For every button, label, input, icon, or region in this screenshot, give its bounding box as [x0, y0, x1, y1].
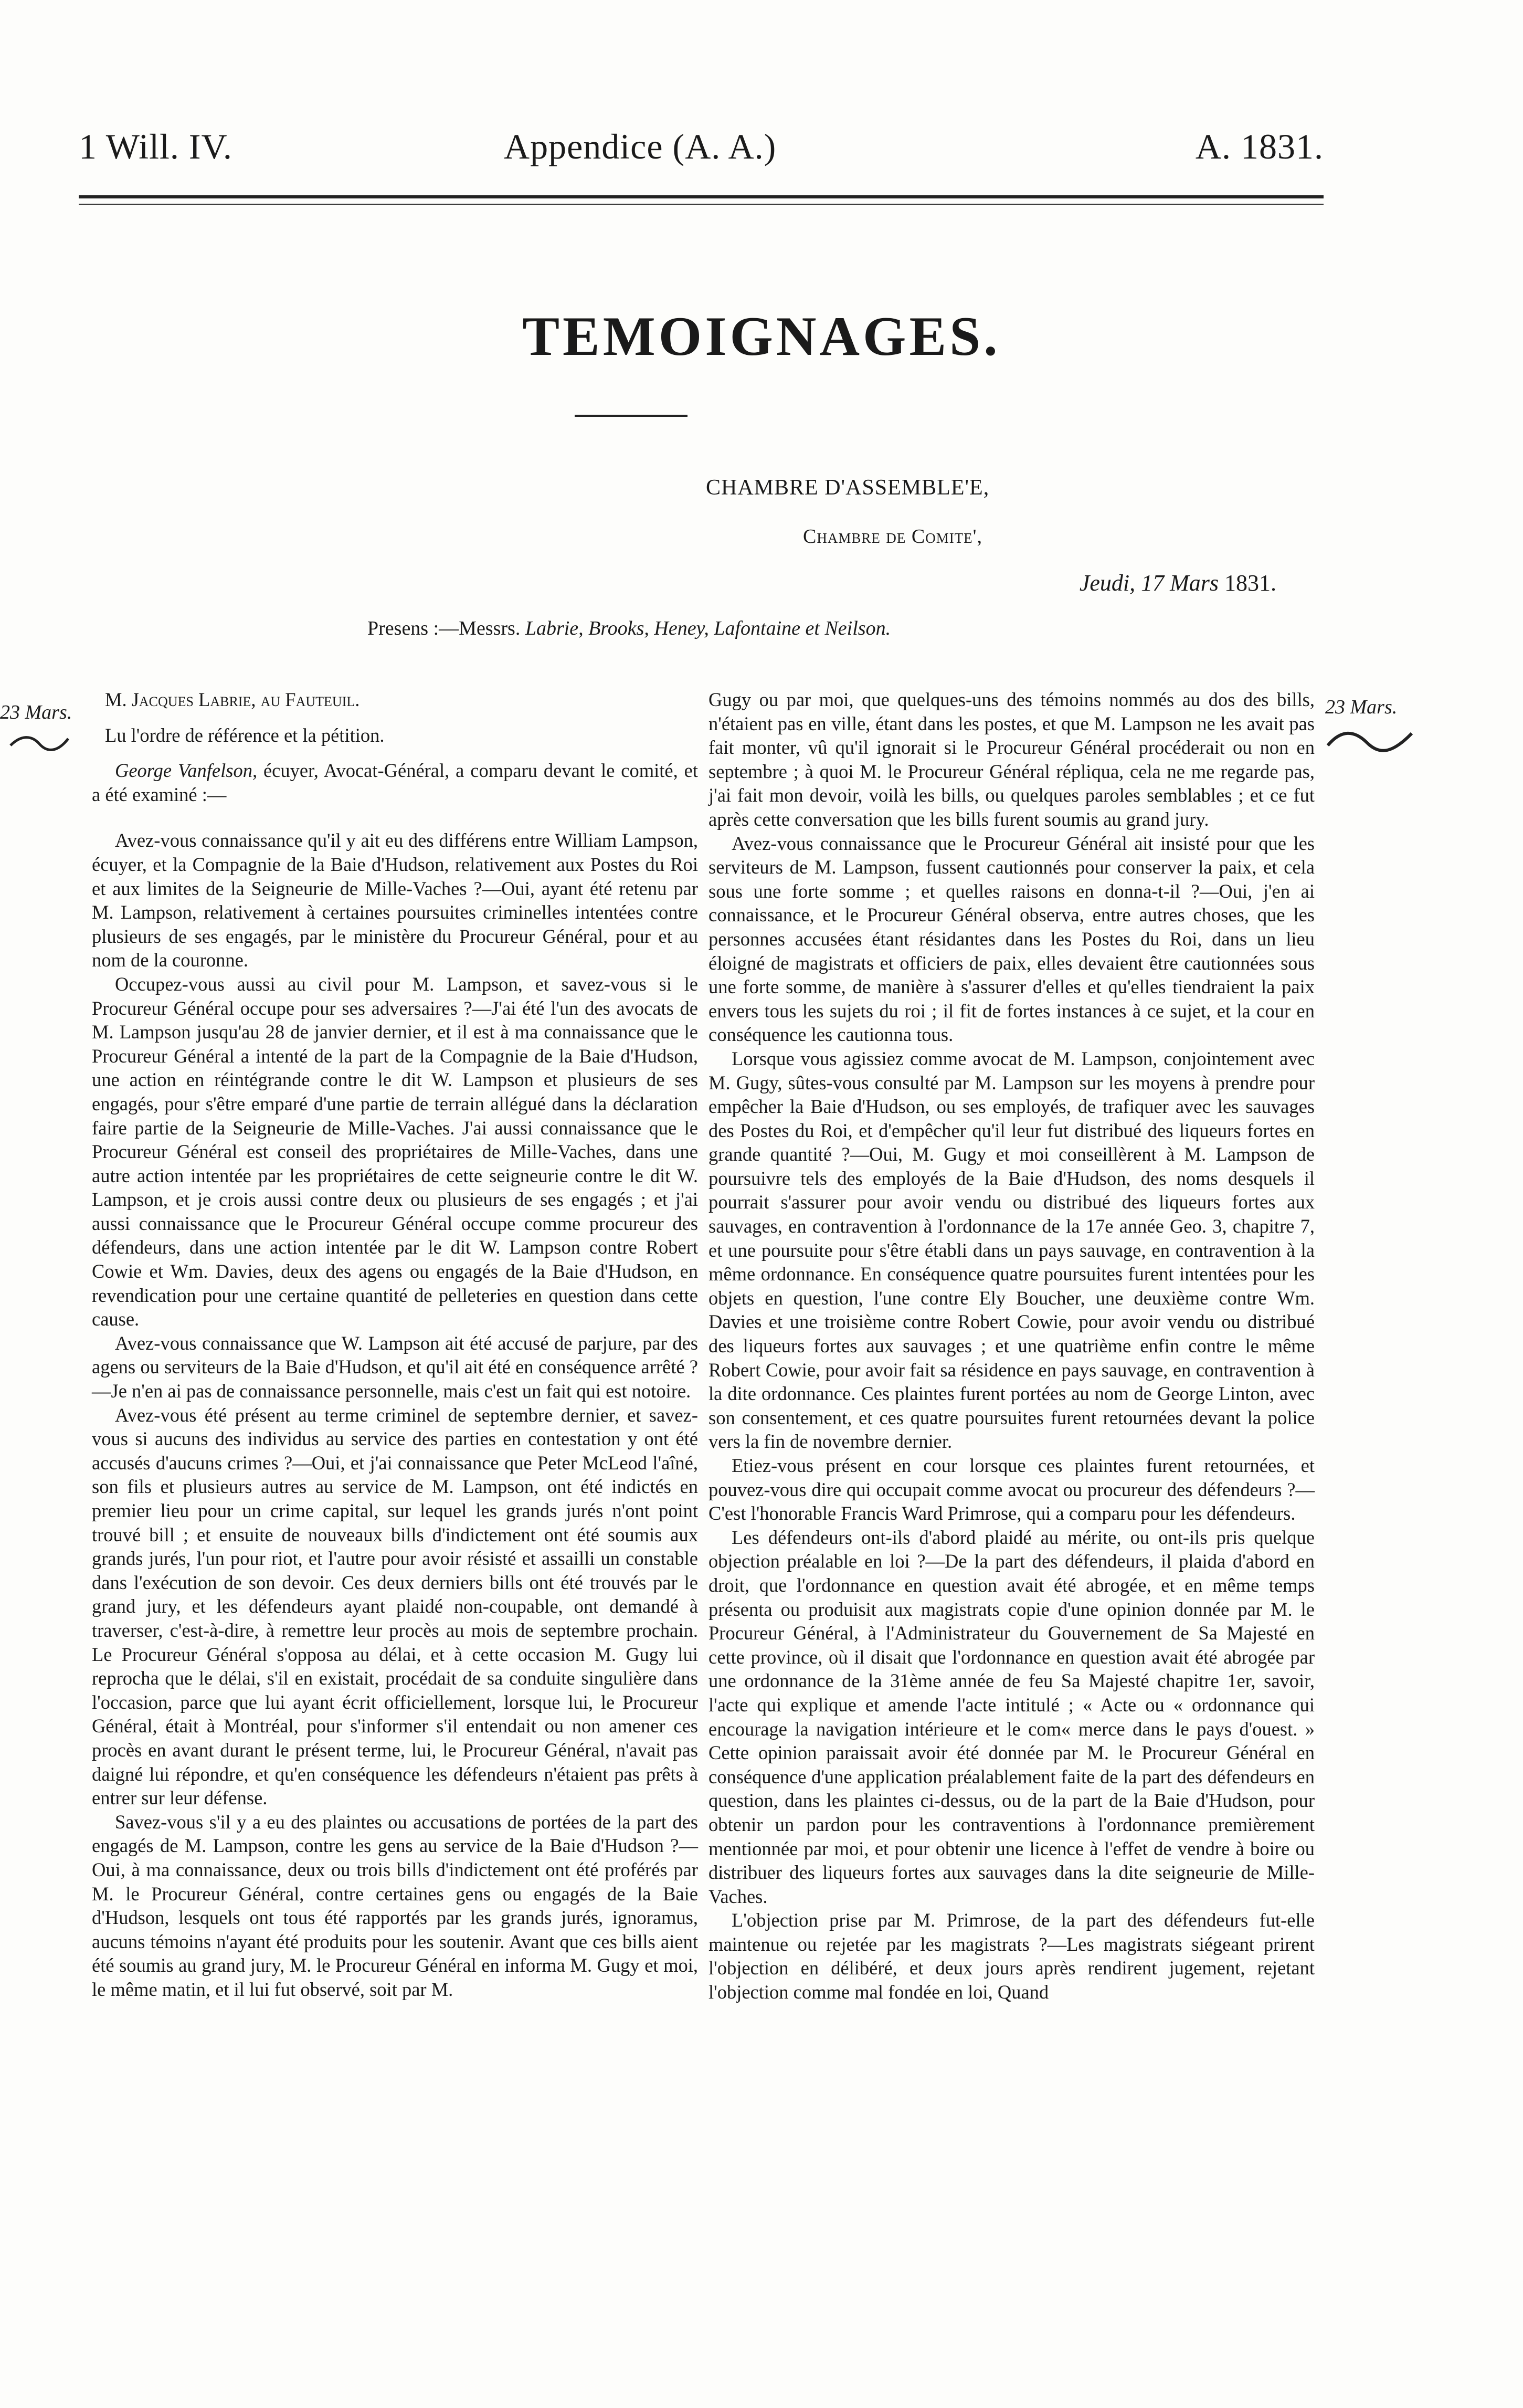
title-rule — [575, 415, 688, 417]
testimony-paragraph: Avez-vous connaissance qu'il y ait eu des différens entre William Lampson, écuyer, et la Compagnie de la Baie d'Hudson, relativement aux Postes du Roi et aux limites de la Seigneurie de Mille-Vaches ?—Oui, ayant été retenu par M. Lampson, relativement à certaines poursuites criminelles intentées contre plusieurs de ses engagés, par le ministère du Procureur Général, pour et au nom de la couronne. — [92, 829, 698, 971]
session-date — [1080, 570, 1276, 596]
witness-intro — [92, 759, 698, 806]
testimony-paragraph: Avez-vous été présent au terme criminel de septembre dernier, et savez-vous si aucuns des individus au service des parties en contestation y ont été accusés d'aucuns crimes ?—Oui, et j'ai connaissance que Peter McLeod l'aîné, son fils et plusieurs autres au service de M. Lampson, ont été indictés en premier lieu pour un crime capital, sur lequel les grands jurés n'ont point trouvé bill ; et ensuite de nouveaux bills d'indictement ont été soumis aux grands jurés, l'un pour riot, et l'autre pour avoir résisté et assailli un constable dans l'exécution de son devoir. Ces deux derniers bills ont été trouvés par le grand jury, et les défendeurs ayant plaidé non-coupable, ont demandé à traverser, c'est-à-dire, à remettre leur procès au mois de septembre prochain. Le Procureur Général s'opposa au délai, et à cette occasion M. Gugy lui reprocha que le délai, s'il en existait, procédait de sa conduite singulière dans l'occasion, parce que lui ayant écrit officiellement, lorsque lui, le Procureur Général, était à Montréal, pour s'informer s'il entendait ou non amener ces procès en avant durant le présent terme, lui, le Procureur Général, n'avait pas daigné lui répondre, et qu'en conséquence les défendeurs n'étaient pas prêts à entrer sur leur défense. — [92, 1404, 698, 1809]
witness-description: écuyer, Avocat-Général, a comparu devant le comité, et a été examiné :— — [92, 760, 698, 805]
chamber-heading: CHAMBRE D'ASSEMBLE'E, — [706, 476, 990, 500]
committee-heading: Chambre de Comite', — [803, 525, 983, 548]
left-column — [92, 688, 698, 2001]
date-day: Jeudi, 17 Mars — [1079, 570, 1219, 596]
order-line: Lu l'ordre de référence et la pétition. — [105, 724, 385, 746]
testimony-paragraph: Lorsque vous agissiez comme avocat de M. Lampson, conjointement avec M. Gugy, sûtes-vous consulté par M. Lampson sur les moyens à prendre pour empêcher la Baie d'Hudson, ou ses employés, de trafiquer avec les sauvages des Postes du Roi, et d'empêcher qu'il leur fut distribué des liqueurs fortes en grande quantité ?—Oui, M. Gugy et moi conseillèrent à M. Lampson de poursuivre tels des employés de la Baie d'Hudson, des noms desquels il pourrait s'assurer pour avoir vendu ou distribué des liqueurs fortes aux sauvages, en contravention à l'ordonnance de la 17e année Geo. 3, chapitre 7, et une poursuite pour s'être établi dans un pays sauvage, en contravention à la même ordonnance. En conséquence quatre poursuites furent intentées pour les objets en question, l'une contre Ely Boucher, une deuxième contre Wm. Davies et une troisième contre Robert Cowie, pour avoir vendu ou distribué des liqueurs fortes aux sauvages ; et une quatrième enfin contre le même Robert Cowie, pour avoir fait sa résidence en pays sauvage, en contravention à la dite ordonnance. Ces plaintes furent portées au nom de George Linton, avec son consentement, et ces quatre poursuites furent retournées devant la police vers la fin de novembre dernier. — [708, 1047, 1315, 1453]
testimony-paragraph: L'objection prise par M. Primrose, de la part des défendeurs fut-elle maintenue ou rejetée par les magistrats ?—Les magistrats siégeant prirent l'objection en délibéré, et deux jours après rendirent jugement, rejetant l'objection comme mal fondée en loi, Quand — [708, 1909, 1315, 2003]
chair-line: M. Jacques Labrie, au Fauteuil. — [105, 689, 360, 710]
header-year: A. 1831. — [1195, 127, 1324, 166]
swash-ornament-right — [1325, 727, 1414, 753]
page-title: TEMOIGNAGES. — [522, 306, 1001, 367]
header-rule-thick — [79, 195, 1324, 198]
running-header — [0, 126, 1523, 178]
header-appendix: Appendice (A. A.) — [504, 127, 777, 166]
presens-names: Labrie, Brooks, Heney, Lafontaine et Neilson. — [525, 617, 891, 639]
header-rule-thin — [79, 204, 1324, 205]
header-session: 1 Will. IV. — [79, 127, 232, 166]
testimony-paragraph: Avez-vous connaissance que le Procureur Général ait insisté pour que les serviteurs de M. Lampson, fussent cautionnés pour conserver la paix, et cela sous une forte somme ; et quelles raisons en donna-t-il ?—Oui, j'en ai connaissance, et le Procureur Général observa, entre autres choses, que les personnes accusées étant résidantes dans les Postes du Roi, dans un lieu éloigné de magistrats et officiers de paix, elles devaient être cautionnées sous une forte somme, de manière à s'assurer d'elles et qu'elles tiendraient la paix envers tous les sujets du roi ; il fit de fortes instances à ce sujet, et la cour en conséquence les cautionna tous. — [708, 832, 1315, 1046]
testimony-paragraph: Occupez-vous aussi au civil pour M. Lampson, et savez-vous si le Procureur Général occupe pour ses adversaires ?—J'ai été l'un des avocats de M. Lampson jusqu'au 28 de janvier dernier, et il est à ma connaissance que le Procureur Général a intenté de la part de la Compagnie de la Baie d'Hudson, une action en réintégrande contre le dit W. Lampson et plusieurs de ses engagés, pour s'être emparé d'une partie de terrain allégué dans la déclaration faire partie de la Seigneurie de Mille-Vaches. J'ai aussi connaissance que le Procureur Général est conseil des propriétaires de Mille-Vaches, dans une autre action intentée par les propriétaires de cette seigneurie contre le dit W. Lampson, et je crois aussi contre deux ou plusieurs de ses engagés ; et j'ai aussi connaissance que le Procureur Général occupe comme procureur des défendeurs, dans une action intentée par le dit W. Lampson contre Robert Cowie et Wm. Davies, deux des agens ou engagés de la Baie d'Hudson, en revendication pour une certaine quantité de pelleteries en question dans cette cause. — [92, 973, 698, 1330]
testimony-paragraph: Les défendeurs ont-ils d'abord plaidé au mérite, ou ont-ils pris quelque objection préalable en loi ?—De la part des défendeurs, il plaida d'abord en droit, que l'ordonnance en question avait été abrogée, et en même temps présenta ou produisit aux magistrats copie d'une opinion donnée par M. le Procureur Général, à l'Administrateur du Gouvernement de Sa Majesté en cette province, où il disait que l'ordonnance en question avait été abrogée par une ordonnance de la 31ème année de feu Sa Majesté chapitre 1er, savoir, l'acte qui explique et amende l'acte intitulé ; « Acte ou « ordonnance qui encourage la navigation intérieure et le com« merce dans le pays d'ouest. » Cette opinion paraissait avoir été donnée par M. le Procureur Général en conséquence d'une application préalablement faite de la part des défendeurs en question, dans les plaintes ci-dessus, ou de la part de la Baie d'Hudson, pour obtenir un pardon pour les contraventions à l'ordonnance premièrement mentionnée par moi, et pour obtenir une licence à l'effet de vendre à boire ou distribuer des liqueurs fortes aux sauvages dans la dite seigneurie de Mille-Vaches. — [708, 1526, 1315, 1907]
swash-ornament-left — [8, 732, 71, 753]
right-column — [708, 688, 1315, 2004]
testimony-paragraph: Savez-vous s'il y a eu des plaintes ou accusations de portées de la part des engagés de M. Lampson, contre les gens au service de la Baie d'Hudson ?—Oui, à ma connaissance, deux ou trois bills d'indictement ont été proférés par M. le Procureur Général, contre certaines gens ou engagés de la Baie d'Hudson, lesquels ont tous été rapportés par les grands jurés, ignoramus, aucuns témoins n'ayant été produits pour les soutenir. Avant que ces bills aient été soumis au grand jury, M. le Procureur Général en informa M. Gugy et moi, le même matin, et il lui fut observé, soit par M. — [92, 1811, 698, 2000]
margin-date-right: 23 Mars. — [1325, 696, 1398, 718]
testimony-paragraph: Gugy ou par moi, que quelques-uns des témoins nommés au dos des bills, n'étaient pas en ville, étant dans les postes, et que M. Lampson ne les avait pas fait monter, vû qu'il ignorait si le Procureur Général procéderait ou non en septembre ; à quoi M. le Procureur Général répliqua, cela ne me regarde pas, j'ai fait mon devoir, voilà les bills, ou quelques paroles semblables ; et ce fut après cette conversation que les bills furent soumis au grand jury. — [708, 689, 1315, 830]
witness-name: George Vanfelson, — [115, 760, 258, 782]
date-year: 1831. — [1224, 570, 1276, 596]
margin-date-left: 23 Mars. — [0, 701, 72, 723]
testimony-paragraph: Etiez-vous présent en cour lorsque ces plaintes furent retournées, et pouvez-vous dire qui occupait comme avocat ou procureur des défendeurs ?—C'est l'honorable Francis Ward Primrose, qui a comparu pour les défendeurs. — [708, 1455, 1315, 1524]
testimony-paragraph: Avez-vous connaissance que W. Lampson ait été accusé de parjure, par des agens ou serviteurs de la Baie d'Hudson, et qu'il ait été en conséquence arrêté ?—Je n'en ai pas de connaissance personnelle, mais c'est un fait qui est notoire. — [92, 1332, 698, 1402]
presens-label: Presens :—Messrs. — [367, 617, 521, 639]
attendance-line — [367, 617, 891, 640]
